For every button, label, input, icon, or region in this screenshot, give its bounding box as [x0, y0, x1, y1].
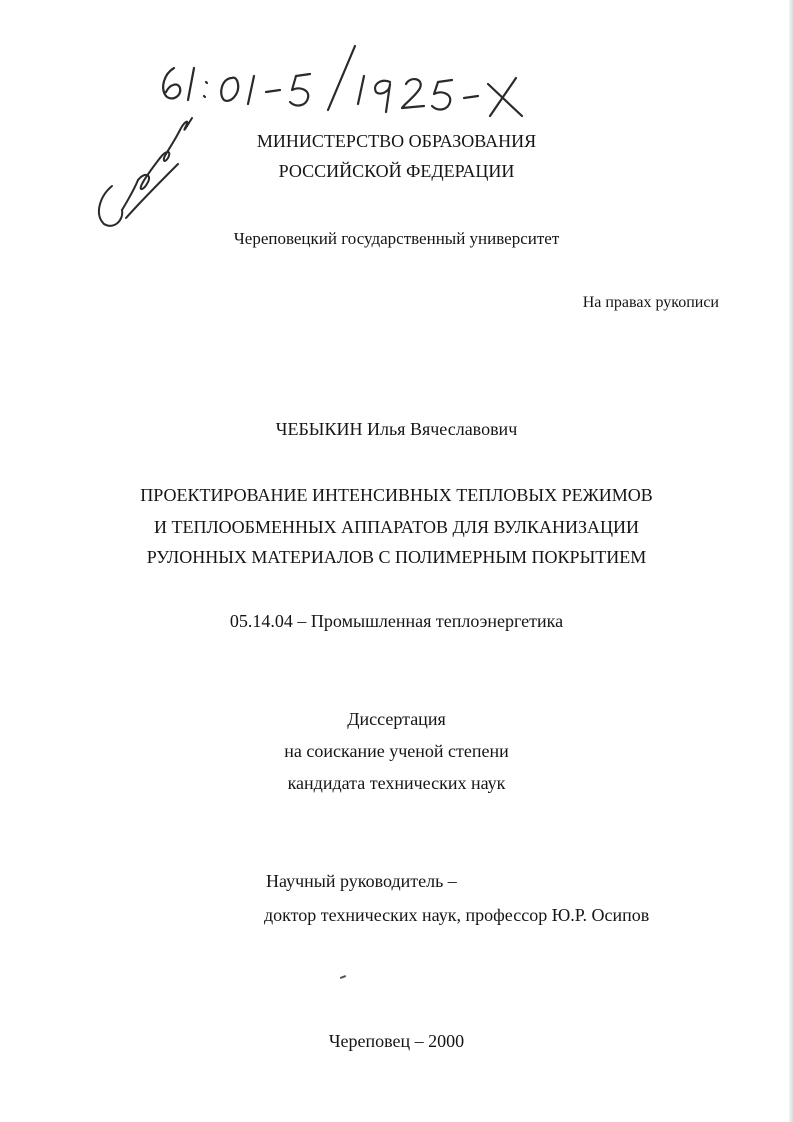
manuscript-note: На правах рукописи: [582, 294, 719, 311]
ministry-line-1: МИНИСТЕРСТВО ОБРАЗОВАНИЯ: [256, 131, 537, 151]
scan-edge-shadow: [789, 0, 793, 1122]
supervisor-label: Научный руководитель –: [266, 871, 457, 891]
author-name: ЧЕБЫКИН Илья Вячеславович: [275, 419, 518, 439]
ministry-line-2: РОССИЙСКОЙ ФЕДЕРАЦИИ: [278, 161, 515, 181]
place-year: Череповец – 2000: [328, 1031, 465, 1051]
dissertation-line-3: кандидата технических наук: [287, 773, 506, 793]
title-line-3: РУЛОННЫХ МАТЕРИАЛОВ С ПОЛИМЕРНЫМ ПОКРЫТИЕМ: [146, 547, 647, 567]
specialty: 05.14.04 – Промышленная теплоэнергетика: [229, 611, 564, 631]
dissertation-line-1: Диссертация: [347, 709, 446, 729]
title-line-2: И ТЕПЛООБМЕННЫХ АППАРАТОВ ДЛЯ ВУЛКАНИЗАЦИИ: [153, 517, 640, 537]
supervisor-name: доктор технических наук, профессор Ю.Р. Осипов: [264, 905, 650, 925]
handwritten-catalog-number: [150, 38, 530, 118]
scan-speck: [340, 975, 346, 979]
dissertation-line-2: на соискание ученой степени: [284, 741, 509, 761]
title-line-1: ПРОЕКТИРОВАНИЕ ИНТЕНСИВНЫХ ТЕПЛОВЫХ РЕЖИМОВ: [140, 485, 653, 505]
university-name: Череповецкий государственный университет: [233, 229, 560, 248]
